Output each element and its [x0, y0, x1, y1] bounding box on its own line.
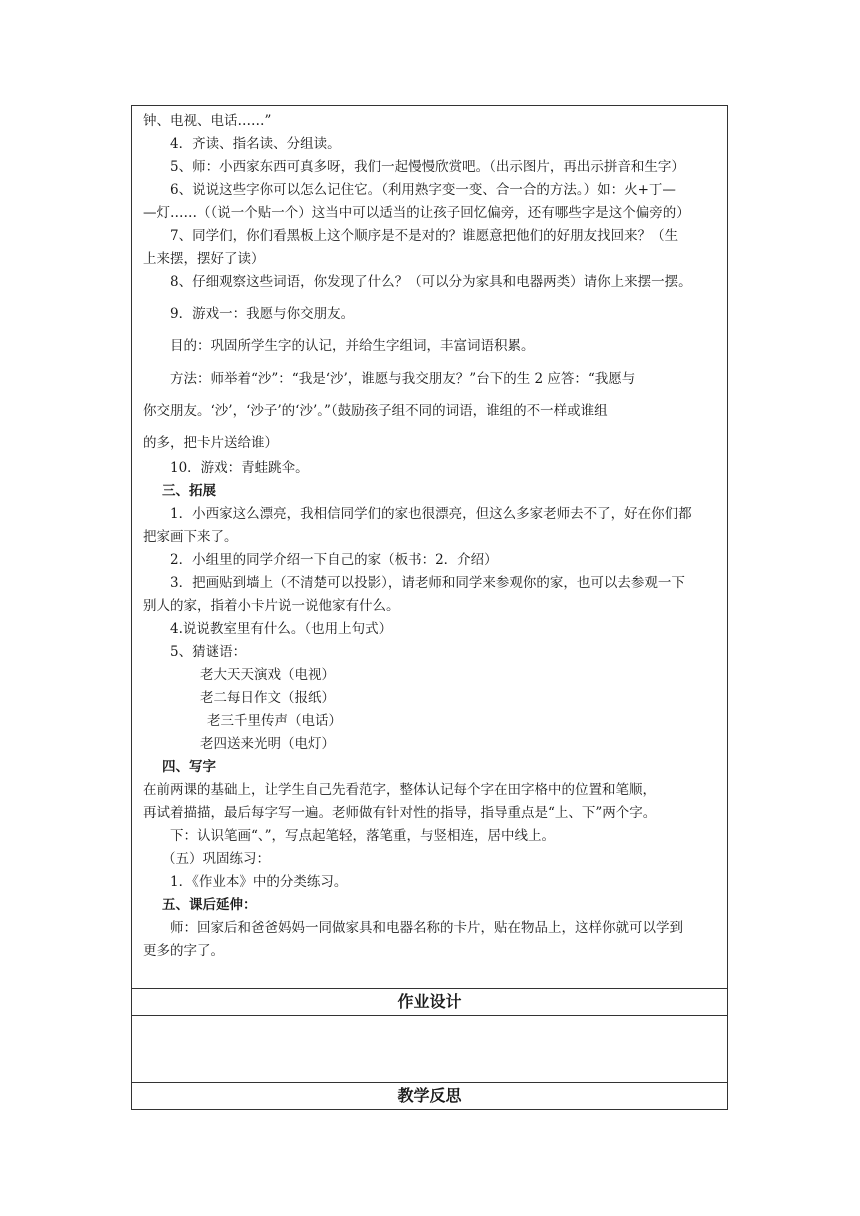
text-line: 3．把画贴到墙上（不清楚可以投影），请老师和同学来参观你的家，也可以去参观一下	[170, 575, 685, 591]
text-line: 把家画下来了。	[143, 529, 238, 545]
riddle-line: 老四送来光明（电灯）	[200, 736, 335, 752]
teaching-reflection-title: 教学反思	[132, 1082, 727, 1109]
homework-design-cell	[132, 1015, 727, 1082]
section-heading: 四、写字	[162, 759, 216, 775]
text-line: 8、仔细观察这些词语，你发现了什么？（可以分为家具和电器两类）请你上来摆一摆。	[170, 274, 692, 290]
text-line: 钟、电视、电话……”	[143, 113, 272, 129]
text-line: 4.说说教室里有什么。（也用上句式）	[170, 621, 393, 637]
text-line: 的多，把卡片送给谁）	[143, 435, 278, 451]
text-line: 在前两课的基础上，让学生自己先看范字，整体认记每个字在田字格中的位置和笔顺，	[143, 782, 656, 798]
riddle-line: 老二每日作文（报纸）	[200, 690, 335, 706]
text-line: 下：认识笔画“、”，写点起笔轻，落笔重，与竖相连，居中线上。	[170, 828, 556, 844]
text-line: —灯……（（说一个贴一个）这当中可以适当的让孩子回忆偏旁，还有哪些字是这个偏旁的）	[143, 205, 690, 221]
text-line: 师：回家后和爸爸妈妈一同做家具和电器名称的卡片，贴在物品上，这样你就可以学到	[170, 920, 683, 936]
section-heading: 三、拓展	[162, 483, 216, 499]
riddle-line: 老大天天演戏（电视）	[200, 667, 335, 683]
text-line: 1．小西家这么漂亮，我相信同学们的家也很漂亮，但这么多家老师去不了，好在你们都	[170, 506, 692, 522]
text-line: 更多的字了。	[143, 943, 224, 959]
text-line: 6、说说这些字你可以怎么记住它。（利用熟字变一变、合一合的方法。）如：火+丁—	[170, 182, 676, 198]
section-heading: 五、课后延伸：	[162, 897, 257, 913]
text-line: 再试着描描，最后每字写一遍。老师做有针对性的指导，指导重点是“上、下”两个字。	[143, 805, 657, 821]
text-line: 5、师：小西家东西可真多呀，我们一起慢慢欣赏吧。（出示图片，再出示拼音和生字）	[170, 159, 685, 175]
text-line: 方法：师举着“沙”：“我是‘沙’，谁愿与我交朋友？”台下的生 2 应答：“我愿与	[170, 371, 636, 387]
text-line: 7、同学们，你们看黑板上这个顺序是不是对的？谁愿意把他们的好朋友找回来？（生	[170, 228, 679, 244]
text-line: 别人的家，指着小卡片说一说他家有什么。	[143, 598, 400, 614]
text-line: （五）巩固练习：	[162, 851, 270, 867]
text-line: 2．小组里的同学介绍一下自己的家（板书：2．介绍）	[170, 552, 498, 568]
text-line: 9．游戏一：我愿与你交朋友。	[170, 306, 355, 322]
text-line: 10．游戏：青蛙跳伞。	[170, 460, 309, 476]
text-line: 上来摆，摆好了读）	[143, 251, 265, 267]
text-line: 4．齐读、指名读、分组读。	[170, 136, 341, 152]
text-line: 1．《作业本》中的分类练习。	[170, 874, 348, 890]
homework-design-title: 作业设计	[132, 988, 727, 1015]
text-line: 目的：巩固所学生字的认记，并给生字组词，丰富词语积累。	[170, 338, 535, 354]
text-line: 5、猜谜语：	[170, 644, 247, 660]
riddle-line: 老三千里传声（电话）	[207, 713, 342, 729]
lesson-content	[132, 106, 727, 988]
text-line: 你交朋友。‘沙’，‘沙子’的‘沙’。”（鼓励孩子组不同的词语，谁组的不一样或谁组	[143, 403, 608, 419]
lesson-plan-table	[131, 105, 728, 1110]
